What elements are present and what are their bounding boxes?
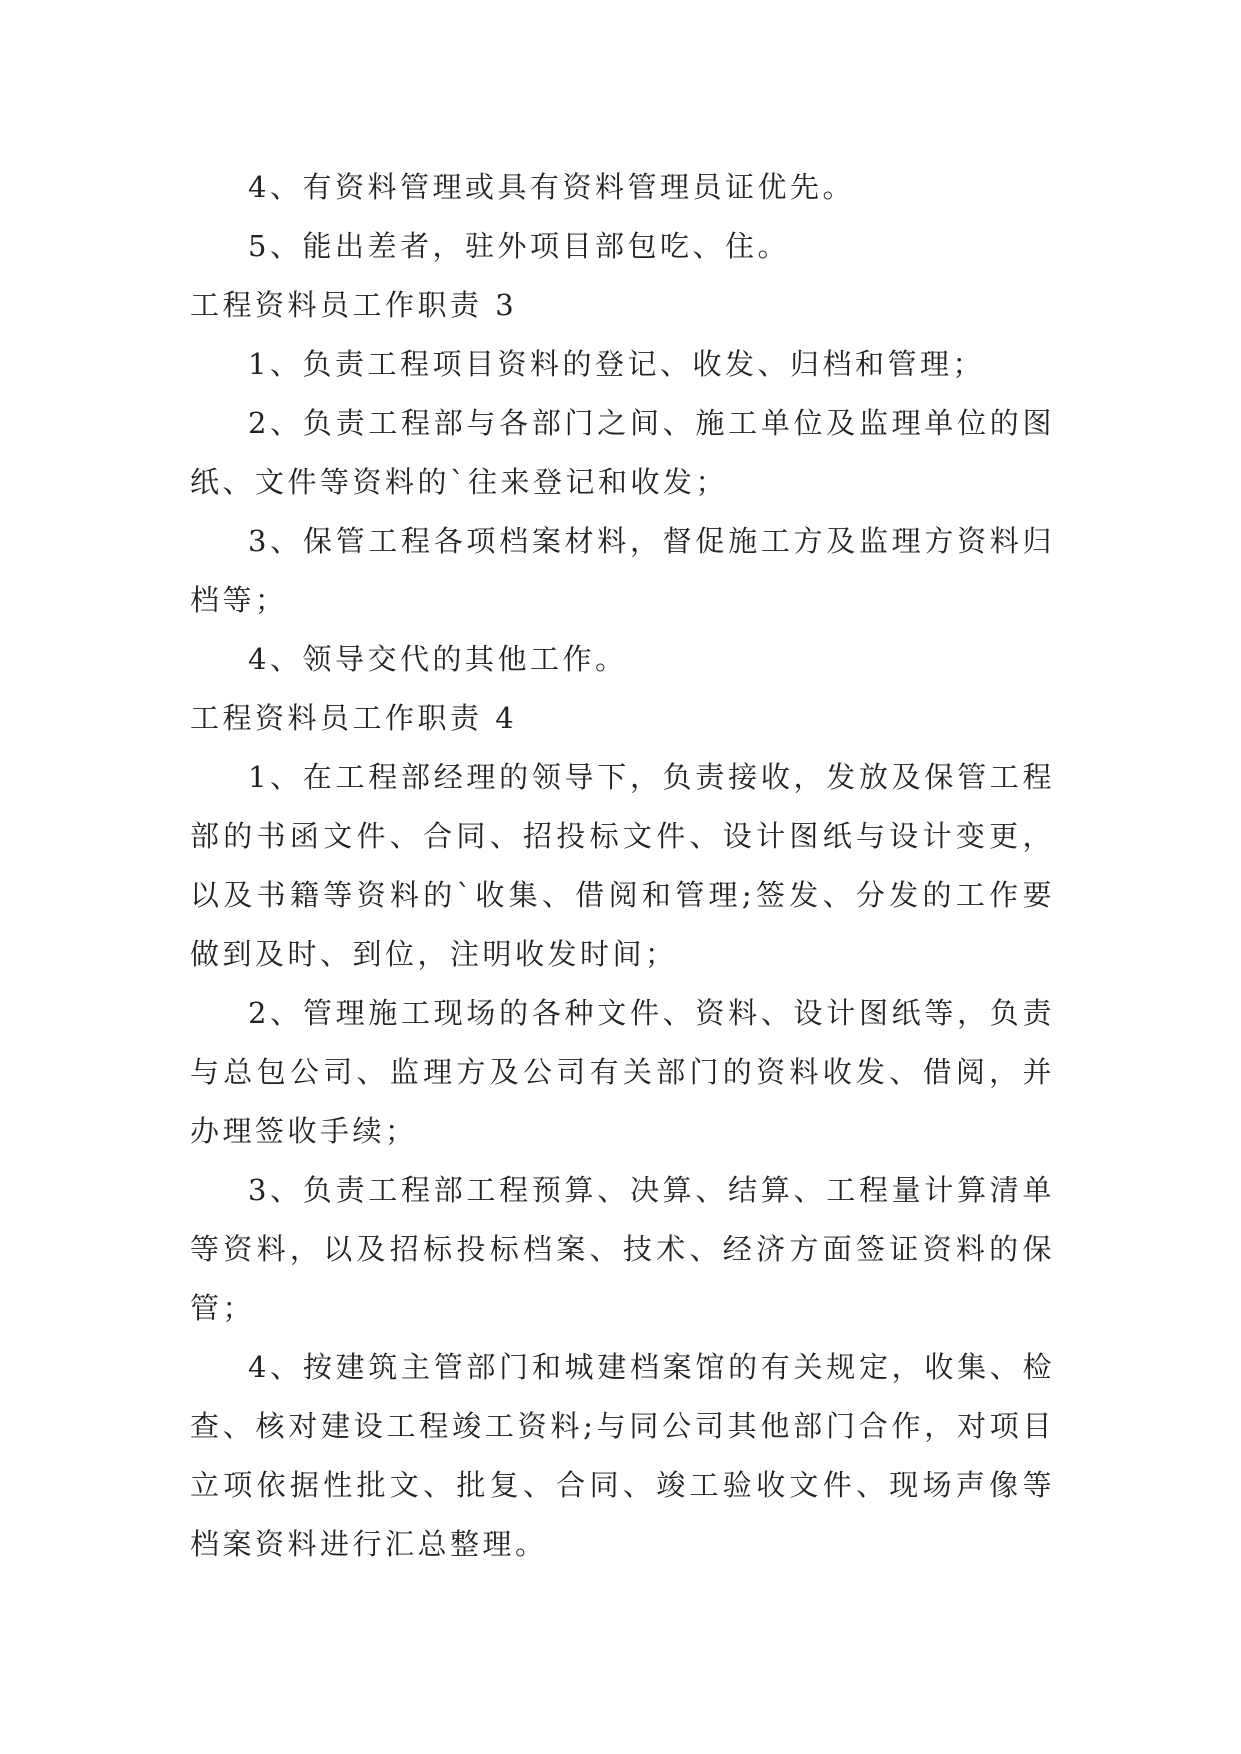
document-body bbox=[190, 158, 1055, 1574]
paragraph-duty-3-4: 4、领导交代的其他工作。 bbox=[248, 642, 628, 676]
paragraph-duty-3-2: 2、负责工程部与各部门之间、施工单位及监理单位的图纸、文件等资料的`往来登记和收发； bbox=[190, 406, 1055, 499]
section-heading-4: 工程资料员工作职责 4 bbox=[190, 701, 518, 735]
paragraph-duty-3-1: 1、负责工程项目资料的登记、收发、归档和管理； bbox=[248, 347, 985, 381]
paragraph-duty-4-1: 1、在工程部经理的领导下，负责接收，发放及保管工程部的书函文件、合同、招投标文件、设计图纸与设计变更，以及书籍等资料的`收集、借阅和管理;签发、分发的工作要做到及时、到位，注明收发时间； bbox=[190, 760, 1055, 971]
paragraph-requirement-5: 5、能出差者，驻外项目部包吃、住。 bbox=[248, 229, 790, 263]
paragraph-duty-4-2: 2、管理施工现场的各种文件、资料、设计图纸等，负责与总包公司、监理方及公司有关部门的资料收发、借阅，并办理签收手续； bbox=[190, 996, 1055, 1148]
paragraph-duty-4-4: 4、按建筑主管部门和城建档案馆的有关规定，收集、检查、核对建设工程竣工资料;与同公司其他部门合作，对项目立项依据性批文、批复、合同、竣工验收文件、现场声像等档案资料进行汇总整理。 bbox=[190, 1350, 1055, 1561]
paragraph-requirement-4: 4、有资料管理或具有资料管理员证优先。 bbox=[248, 170, 855, 204]
section-heading-3: 工程资料员工作职责 3 bbox=[190, 288, 518, 322]
paragraph-duty-4-3: 3、负责工程部工程预算、决算、结算、工程量计算清单等资料，以及招标投标档案、技术、经济方面签证资料的保管； bbox=[190, 1173, 1055, 1325]
paragraph-duty-3-3: 3、保管工程各项档案材料，督促施工方及监理方资料归档等； bbox=[190, 524, 1055, 617]
